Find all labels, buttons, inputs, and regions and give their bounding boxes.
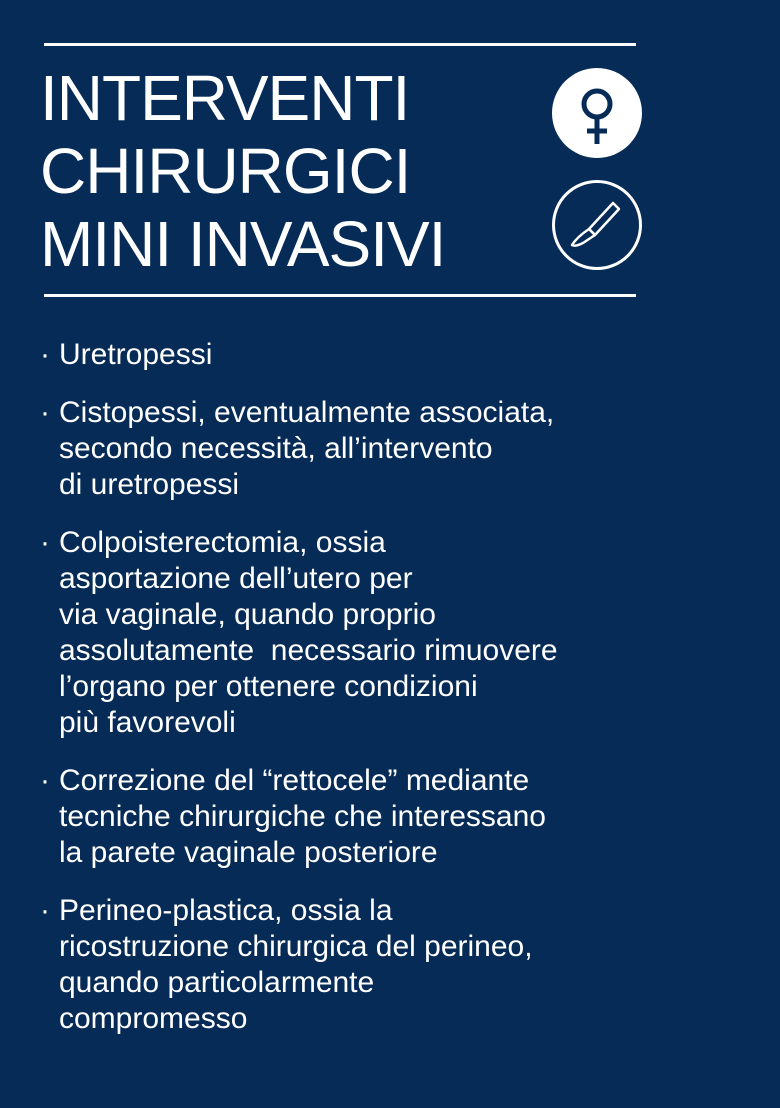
list-item-line: Correzione del “rettocele” mediante xyxy=(59,764,530,797)
scalpel-icon xyxy=(552,180,642,270)
list-item-line: assolutamente necessario rimuovere xyxy=(59,634,558,667)
list-item xyxy=(40,525,680,741)
bullet-dot: · xyxy=(40,396,50,429)
list-item-line: secondo necessità, all’intervento xyxy=(59,432,493,465)
procedure-list xyxy=(40,337,680,1059)
page-title xyxy=(40,62,540,281)
list-item xyxy=(40,337,680,373)
venus-icon xyxy=(552,68,642,158)
title-line-2: CHIRURGICI xyxy=(40,135,411,207)
list-item-line: Uretropessi xyxy=(59,338,213,371)
list-item-line: di uretropessi xyxy=(59,468,240,501)
list-item-line: la parete vaginale posteriore xyxy=(59,836,438,869)
list-item-line: l’organo per ottenere condizioni xyxy=(59,670,478,703)
title-line-1: INTERVENTI xyxy=(40,62,410,134)
list-item xyxy=(40,395,680,503)
list-item xyxy=(40,763,680,871)
list-item-line: compromesso xyxy=(59,1002,248,1035)
bullet-dot: · xyxy=(40,338,50,371)
bullet-dot: · xyxy=(40,764,50,797)
list-item-line: quando particolarmente xyxy=(59,966,375,999)
title-line-3: MINI INVASIVI xyxy=(40,208,446,280)
top-divider xyxy=(44,43,636,46)
list-item-line: tecniche chirurgiche che interessano xyxy=(59,800,546,833)
list-item-line: Perineo-plastica, ossia la xyxy=(59,894,393,927)
bullet-dot: · xyxy=(40,526,50,559)
list-item xyxy=(40,893,680,1037)
list-item-line: via vaginale, quando proprio xyxy=(59,598,436,631)
list-item-line: Colpoisterectomia, ossia xyxy=(59,526,386,559)
list-item-line: più favorevoli xyxy=(59,706,236,739)
list-item-line: ricostruzione chirurgica del perineo, xyxy=(59,930,533,963)
bottom-divider xyxy=(44,294,636,297)
list-item-line: asportazione dell’utero per xyxy=(59,562,413,595)
bullet-dot: · xyxy=(40,894,50,927)
list-item-line: Cistopessi, eventualmente associata, xyxy=(59,396,555,429)
